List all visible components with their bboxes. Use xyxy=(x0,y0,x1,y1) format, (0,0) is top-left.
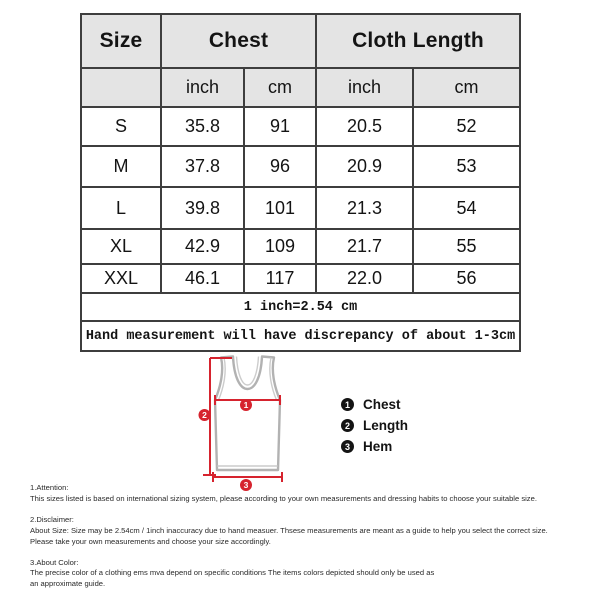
note-heading: 1.Attention: xyxy=(30,483,69,492)
legend-label-chest: Chest xyxy=(363,397,401,412)
legend-item-length xyxy=(341,415,408,436)
unit-length-cm: cm xyxy=(413,68,520,107)
legend-label-hem: Hem xyxy=(363,439,393,454)
note-text: This sizes listed is based on international sizing system, please according to your own measurements and dressing habits to choose your suitable size. xyxy=(30,493,537,503)
hand-measurement-note: Hand measurement will have discrepancy of about 1-3cm xyxy=(81,321,520,351)
length-cm-cell: 52 xyxy=(413,107,520,146)
legend-label-length: Length xyxy=(363,418,408,433)
length-inch-cell: 20.5 xyxy=(316,107,413,146)
chest-inch-cell: 42.9 xyxy=(161,229,244,264)
size-cell: M xyxy=(81,146,161,187)
length-cm-cell: 55 xyxy=(413,229,520,264)
length-cm-cell: 56 xyxy=(413,264,520,293)
unit-cell-empty xyxy=(81,68,161,107)
unit-chest-inch: inch xyxy=(161,68,244,107)
table-row-conversion xyxy=(81,293,520,321)
tank-top-diagram xyxy=(150,350,325,495)
length-cm-cell: 54 xyxy=(413,187,520,229)
size-cell: S xyxy=(81,107,161,146)
table-unit-row xyxy=(81,68,520,107)
chest-inch-cell: 46.1 xyxy=(161,264,244,293)
chest-inch-cell: 39.8 xyxy=(161,187,244,229)
marker-length xyxy=(199,409,211,421)
size-cell: L xyxy=(81,187,161,229)
table-row-xl xyxy=(81,229,520,264)
chest-cm-cell: 96 xyxy=(244,146,316,187)
marker-chest-number: 1 xyxy=(243,400,249,411)
legend-item-chest xyxy=(341,394,408,415)
chest-cm-cell: 117 xyxy=(244,264,316,293)
legend-badge-1: 1 xyxy=(341,398,354,411)
note-heading: 3.About Color: xyxy=(30,557,79,567)
chest-cm-cell: 109 xyxy=(244,229,316,264)
col-header-cloth-length: Cloth Length xyxy=(316,14,520,68)
measurement-legend xyxy=(341,394,408,457)
chest-cm-cell: 91 xyxy=(244,107,316,146)
legend-item-hem xyxy=(341,436,408,457)
note-attention xyxy=(30,483,595,505)
marker-hem-number: 3 xyxy=(243,480,249,491)
note-text: About Size: Size may be 2.54cm / 1inch inaccuracy due to hand measuer. Thsese measurements are meant as a guide to help you select the correct size. xyxy=(30,525,548,535)
size-cell: XXL xyxy=(81,264,161,293)
col-header-chest: Chest xyxy=(161,14,316,68)
table-row-discrepancy xyxy=(81,321,520,351)
marker-chest xyxy=(240,399,252,411)
tank-neck-trim xyxy=(237,357,259,386)
unit-chest-cm: cm xyxy=(244,68,316,107)
note-heading: 2.Disclaimer: xyxy=(30,514,74,524)
legend-badge-2: 2 xyxy=(341,419,354,432)
table-row-m xyxy=(81,146,520,187)
table-row-l xyxy=(81,187,520,229)
chest-inch-cell: 37.8 xyxy=(161,146,244,187)
table-header-row xyxy=(81,14,520,68)
length-inch-cell: 22.0 xyxy=(316,264,413,293)
notes-section xyxy=(30,483,595,600)
size-cell: XL xyxy=(81,229,161,264)
note-about-color xyxy=(30,558,595,591)
inch-conversion-note: 1 inch=2.54 cm xyxy=(81,293,520,321)
note-text: The precise color of a clothing ems mva depend on specific conditions The items colors depicted should only be used as xyxy=(30,568,435,578)
note-disclaimer xyxy=(30,515,595,548)
length-inch-cell: 21.3 xyxy=(316,187,413,229)
length-inch-cell: 20.9 xyxy=(316,146,413,187)
length-inch-cell: 21.7 xyxy=(316,229,413,264)
chest-inch-cell: 35.8 xyxy=(161,107,244,146)
table-row-xxl xyxy=(81,264,520,293)
marker-length-number: 2 xyxy=(202,410,207,421)
legend-badge-3: 3 xyxy=(341,440,354,453)
length-cm-cell: 53 xyxy=(413,146,520,187)
size-table xyxy=(80,13,521,352)
table-row-s xyxy=(81,107,520,146)
note-text: an approximate guide. xyxy=(30,579,106,589)
col-header-size: Size xyxy=(81,14,161,68)
note-text: Please take your own measurements and choose your size accordingly. xyxy=(30,536,271,546)
unit-length-inch: inch xyxy=(316,68,413,107)
chest-cm-cell: 101 xyxy=(244,187,316,229)
